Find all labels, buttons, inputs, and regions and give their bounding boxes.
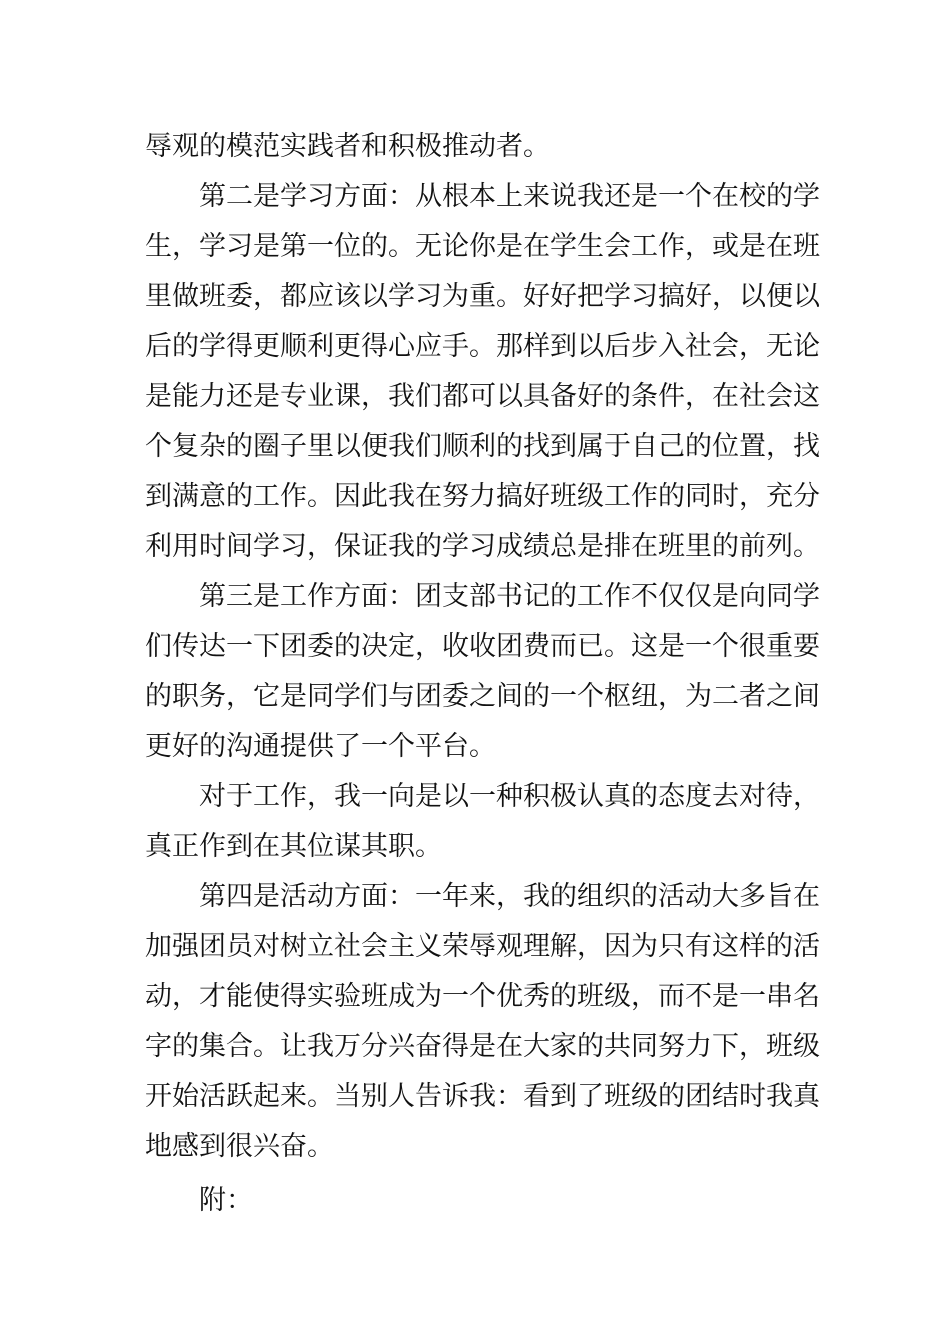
text-line: 辱观的模范实践者和积极推动者。 — [145, 131, 550, 162]
text-line: 里做班委，都应该以学习为重。好好把学习搞好，以便以 — [145, 281, 820, 312]
text-line: 到满意的工作。因此我在努力搞好班级工作的同时，充分 — [145, 481, 820, 512]
text-line: 加强团员对树立社会主义荣辱观理解，因为只有这样的活 — [145, 931, 820, 962]
text-line: 后的学得更顺利更得心应手。那样到以后步入社会，无论 — [145, 331, 820, 362]
text-line: 生，学习是第一位的。无论你是在学生会工作，或是在班 — [145, 231, 820, 262]
text-line: 动，才能使得实验班成为一个优秀的班级，而不是一串名 — [145, 981, 820, 1012]
text-line: 地感到很兴奋。 — [145, 1131, 334, 1162]
text-line: 个复杂的圈子里以便我们顺利的找到属于自己的位置，找 — [145, 431, 820, 462]
text-line: 是能力还是专业课，我们都可以具备好的条件，在社会这 — [145, 381, 820, 412]
text-line: 更好的沟通提供了一个平台。 — [145, 731, 496, 762]
text-line: 字的集合。让我万分兴奋得是在大家的共同努力下，班级 — [145, 1031, 820, 1062]
document-body — [145, 122, 820, 1230]
text-line: 开始活跃起来。当别人告诉我：看到了班级的团结时我真 — [145, 1081, 820, 1112]
paragraph-start-line: 第四是活动方面：一年来，我的组织的活动大多旨在 — [199, 881, 820, 912]
text-line: 的职务，它是同学们与团委之间的一个枢纽，为二者之间 — [145, 681, 820, 712]
paragraph-start-line: 对于工作，我一向是以一种积极认真的态度去对待， — [199, 781, 820, 812]
paragraph-start-line: 第三是工作方面：团支部书记的工作不仅仅是向同学 — [199, 581, 820, 612]
text-line: 利用时间学习，保证我的学习成绩总是排在班里的前列。 — [145, 531, 820, 562]
paragraph-start-line: 第二是学习方面：从根本上来说我还是一个在校的学 — [199, 181, 820, 212]
text-line: 们传达一下团委的决定，收收团费而已。这是一个很重要 — [145, 631, 820, 662]
appendix-label: 附： — [199, 1185, 253, 1216]
text-line: 真正作到在其位谋其职。 — [145, 831, 442, 862]
